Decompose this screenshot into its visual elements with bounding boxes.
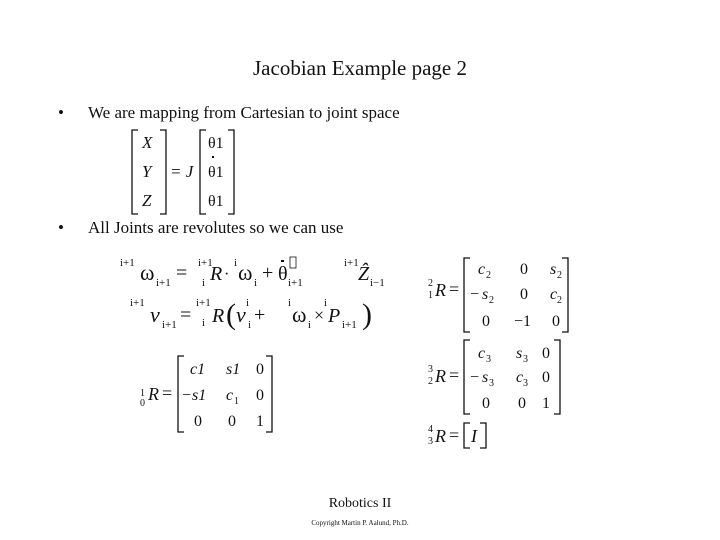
svg-text:·: · <box>224 266 230 283</box>
svg-text:i+1: i+1 <box>120 257 135 269</box>
svg-text:Ẑ: Ẑ <box>358 263 370 285</box>
svg-text:2: 2 <box>428 278 433 289</box>
svg-text:1: 1 <box>140 388 145 399</box>
rotation-matrix-2-3 <box>426 338 574 416</box>
bullet-item <box>58 103 400 123</box>
svg-text:0: 0 <box>518 395 526 412</box>
rotation-matrix-1-2 <box>426 256 574 334</box>
identity-symbol: I <box>471 426 477 446</box>
svg-text:0: 0 <box>256 387 264 404</box>
svg-text:i+1: i+1 <box>344 257 359 269</box>
svg-text:i+1: i+1 <box>198 257 213 269</box>
svg-text:0: 0 <box>228 413 236 430</box>
svg-text:−: − <box>470 369 480 386</box>
svg-text:ω: ω <box>140 260 155 285</box>
svg-text:R: R <box>148 384 159 404</box>
svg-text:i+1: i+1 <box>130 297 145 309</box>
mapping-rhs-1: θ1 <box>208 135 224 152</box>
svg-text:2: 2 <box>486 270 491 281</box>
svg-text:i−1: i−1 <box>370 277 385 289</box>
mapping-rhs-3: θ1 <box>208 193 224 210</box>
velocity-equation <box>128 292 378 334</box>
svg-text:1: 1 <box>234 396 239 407</box>
svg-text:1: 1 <box>256 413 264 430</box>
bullet-item <box>58 218 343 238</box>
mapping-operator: = J <box>170 162 194 181</box>
svg-text:R: R <box>435 280 446 300</box>
mapping-equation <box>128 128 238 216</box>
svg-text:c: c <box>478 261 486 278</box>
svg-text:s: s <box>482 369 489 386</box>
svg-text:0: 0 <box>482 313 490 330</box>
svg-text:=: = <box>176 262 188 284</box>
svg-text:3: 3 <box>523 378 528 389</box>
svg-text:1: 1 <box>428 290 433 301</box>
footer-copyright: Copyright Martin P. Aalund, Ph.D. <box>311 519 409 527</box>
svg-text:2: 2 <box>489 295 494 306</box>
bullet-marker: • <box>58 218 64 237</box>
svg-text:v: v <box>236 302 246 327</box>
svg-text:0: 0 <box>482 395 490 412</box>
svg-text:3: 3 <box>428 436 433 447</box>
svg-text:=: = <box>449 425 460 445</box>
svg-text:P: P <box>328 305 341 327</box>
svg-text:i: i <box>288 297 292 309</box>
svg-text:s1: s1 <box>226 361 241 378</box>
svg-text:i: i <box>248 319 252 331</box>
svg-text:i: i <box>254 277 258 289</box>
svg-text:−: − <box>182 387 192 404</box>
svg-text:i+1: i+1 <box>196 297 211 309</box>
svg-text:R: R <box>435 426 446 446</box>
svg-text:i: i <box>202 317 206 329</box>
svg-text:i+1: i+1 <box>342 319 357 331</box>
footer-title: Robotics II <box>328 496 392 511</box>
svg-text:i+1: i+1 <box>156 277 171 289</box>
svg-text:R: R <box>212 305 225 327</box>
mapping-lhs-y: Y <box>142 162 152 181</box>
svg-text:+: + <box>262 262 274 284</box>
mapping-rhs-2: θ1 <box>208 164 224 181</box>
svg-text:(: ( <box>226 298 236 331</box>
svg-text:0: 0 <box>542 369 550 386</box>
svg-text:3: 3 <box>489 378 494 389</box>
svg-text:4: 4 <box>428 424 433 435</box>
svg-text:=: = <box>449 365 460 385</box>
svg-text:i+1: i+1 <box>162 319 177 331</box>
svg-text:3: 3 <box>486 354 491 365</box>
svg-text:R: R <box>435 366 446 386</box>
mapping-lhs-z: Z <box>142 191 152 210</box>
svg-text:×: × <box>314 305 325 325</box>
svg-text:+: + <box>254 304 266 326</box>
svg-text:1: 1 <box>542 395 550 412</box>
svg-text:=: = <box>180 304 192 326</box>
svg-text:c1: c1 <box>190 361 206 378</box>
svg-text:0: 0 <box>552 313 560 330</box>
svg-text:0: 0 <box>140 398 145 409</box>
svg-text:=: = <box>162 383 173 403</box>
bullet-text: We are mapping from Cartesian to joint space <box>88 103 400 122</box>
bullet-text: All Joints are revolutes so we can use <box>88 218 344 237</box>
omega-equation <box>118 252 388 292</box>
svg-text:i+1: i+1 <box>288 277 303 289</box>
svg-text:0: 0 <box>520 261 528 278</box>
svg-text:2: 2 <box>428 376 433 387</box>
bullet-marker: • <box>58 103 64 122</box>
svg-text:2: 2 <box>557 295 562 306</box>
svg-text:0: 0 <box>256 361 264 378</box>
svg-text:v: v <box>150 302 160 327</box>
rotation-matrix-0-1 <box>138 354 278 434</box>
svg-text:s: s <box>550 261 557 278</box>
svg-text:c: c <box>478 345 486 362</box>
svg-text:θ: θ <box>278 263 288 285</box>
svg-text:s: s <box>516 345 523 362</box>
svg-text:i: i <box>202 277 206 289</box>
svg-text:s: s <box>482 286 489 303</box>
svg-text:i: i <box>246 297 250 309</box>
slide-title: Jacobian Example page 2 <box>253 56 467 80</box>
svg-text:i: i <box>324 297 328 309</box>
svg-text:c: c <box>226 387 234 404</box>
svg-text:i: i <box>308 319 312 331</box>
svg-text:3: 3 <box>523 354 528 365</box>
svg-text:=: = <box>449 279 460 299</box>
rotation-matrix-3-4 <box>426 420 506 450</box>
svg-text:ω: ω <box>292 302 307 327</box>
svg-text:0: 0 <box>520 286 528 303</box>
svg-text:−1: −1 <box>514 313 532 330</box>
svg-text:0: 0 <box>542 345 550 362</box>
svg-text:s1: s1 <box>192 387 207 404</box>
svg-text:3: 3 <box>428 364 433 375</box>
svg-text:c: c <box>516 369 524 386</box>
svg-text:i: i <box>234 257 238 269</box>
svg-text:): ) <box>362 298 372 331</box>
mapping-lhs-x: X <box>142 133 153 152</box>
svg-text:2: 2 <box>557 270 562 281</box>
svg-text:0: 0 <box>194 413 202 430</box>
svg-text:c: c <box>550 286 558 303</box>
svg-text:ω: ω <box>238 260 253 285</box>
svg-text:−: − <box>470 286 480 303</box>
svg-text:R: R <box>210 263 223 285</box>
